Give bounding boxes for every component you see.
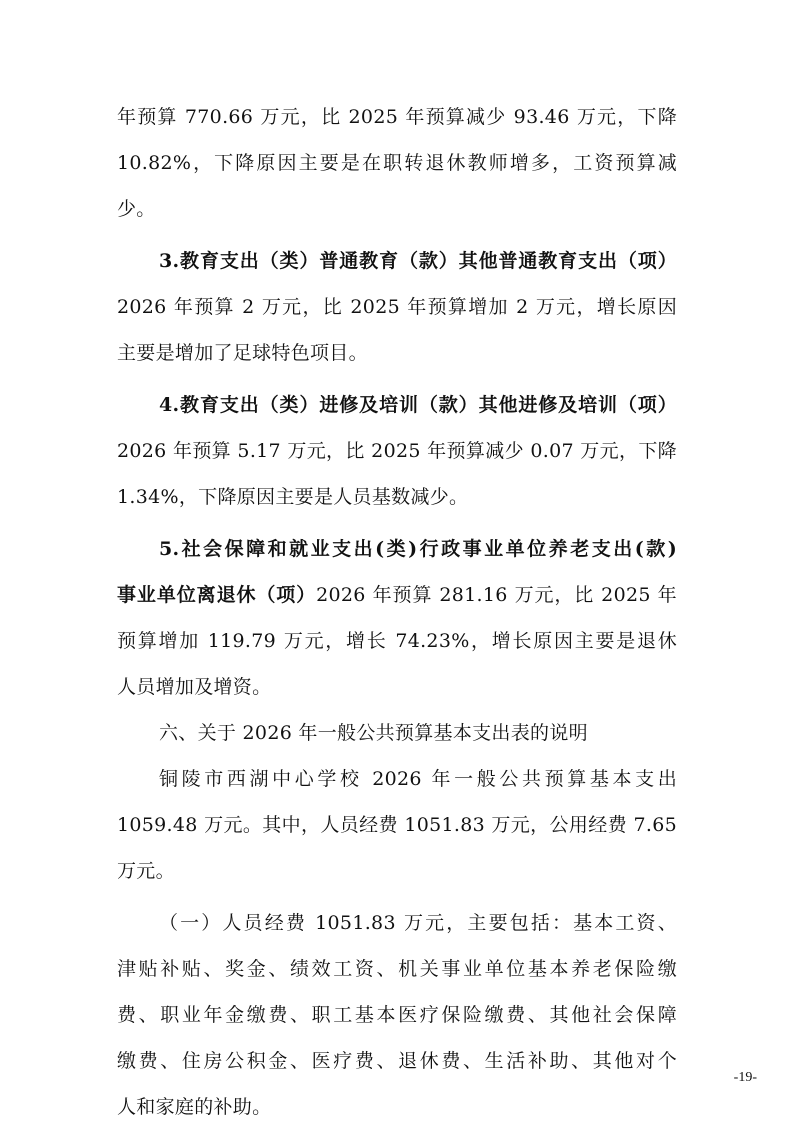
text-line: 铜陵市西湖中心学校 2026 年一般公共预算基本支出: [159, 768, 677, 790]
text-line: 预算增加 119.79 万元，增长 74.23%，增长原因主要是退休: [117, 630, 677, 652]
text-line: （一）人员经费 1051.83 万元，主要包括：基本工资、: [159, 912, 677, 934]
text-line: 少。: [117, 198, 156, 220]
item-heading: 4.教育支出（类）进修及培训（款）其他进修及培训（项）: [159, 394, 677, 416]
section-title: 六、关于 2026 年一般公共预算基本支出表的说明: [159, 722, 588, 744]
item-heading-continued: 事业单位离退休（项）: [117, 584, 317, 606]
text-run: 2026 年预算 281.16 万元，比 2025 年: [316, 584, 677, 606]
text-line: 1.34%，下降原因主要是人员基数减少。: [117, 486, 469, 508]
text-line: 主要是增加了足球特色项目。: [117, 342, 368, 364]
text-line: 缴费、住房公积金、医疗费、退休费、生活补助、其他对个: [117, 1050, 677, 1072]
text-line: 津贴补贴、奖金、绩效工资、机关事业单位基本养老保险缴: [117, 958, 677, 980]
text-line: 1059.48 万元。其中，人员经费 1051.83 万元，公用经费 7.65: [117, 814, 677, 836]
page-number: -19-: [733, 1070, 757, 1085]
text-line: 2026 年预算 2 万元，比 2025 年预算增加 2 万元，增长原因: [117, 296, 677, 318]
text-line: [117, 572, 677, 618]
text-line: 年预算 770.66 万元，比 2025 年预算减少 93.46 万元，下降: [117, 106, 677, 128]
text-line: 2026 年预算 5.17 万元，比 2025 年预算减少 0.07 万元，下降: [117, 440, 677, 462]
document-body: [117, 94, 677, 1130]
item-heading: 5.社会保障和就业支出(类)行政事业单位养老支出(款): [159, 538, 677, 560]
text-line: 人和家庭的补助。: [117, 1096, 272, 1118]
text-line: 10.82%，下降原因主要是在职转退休教师增多，工资预算减: [117, 152, 677, 174]
text-line: 万元。: [117, 860, 175, 882]
text-line: 费、职业年金缴费、职工基本医疗保险缴费、其他社会保障: [117, 1004, 677, 1026]
text-line: 人员增加及增资。: [117, 676, 272, 698]
item-heading: 3.教育支出（类）普通教育（款）其他普通教育支出（项）: [159, 250, 677, 272]
